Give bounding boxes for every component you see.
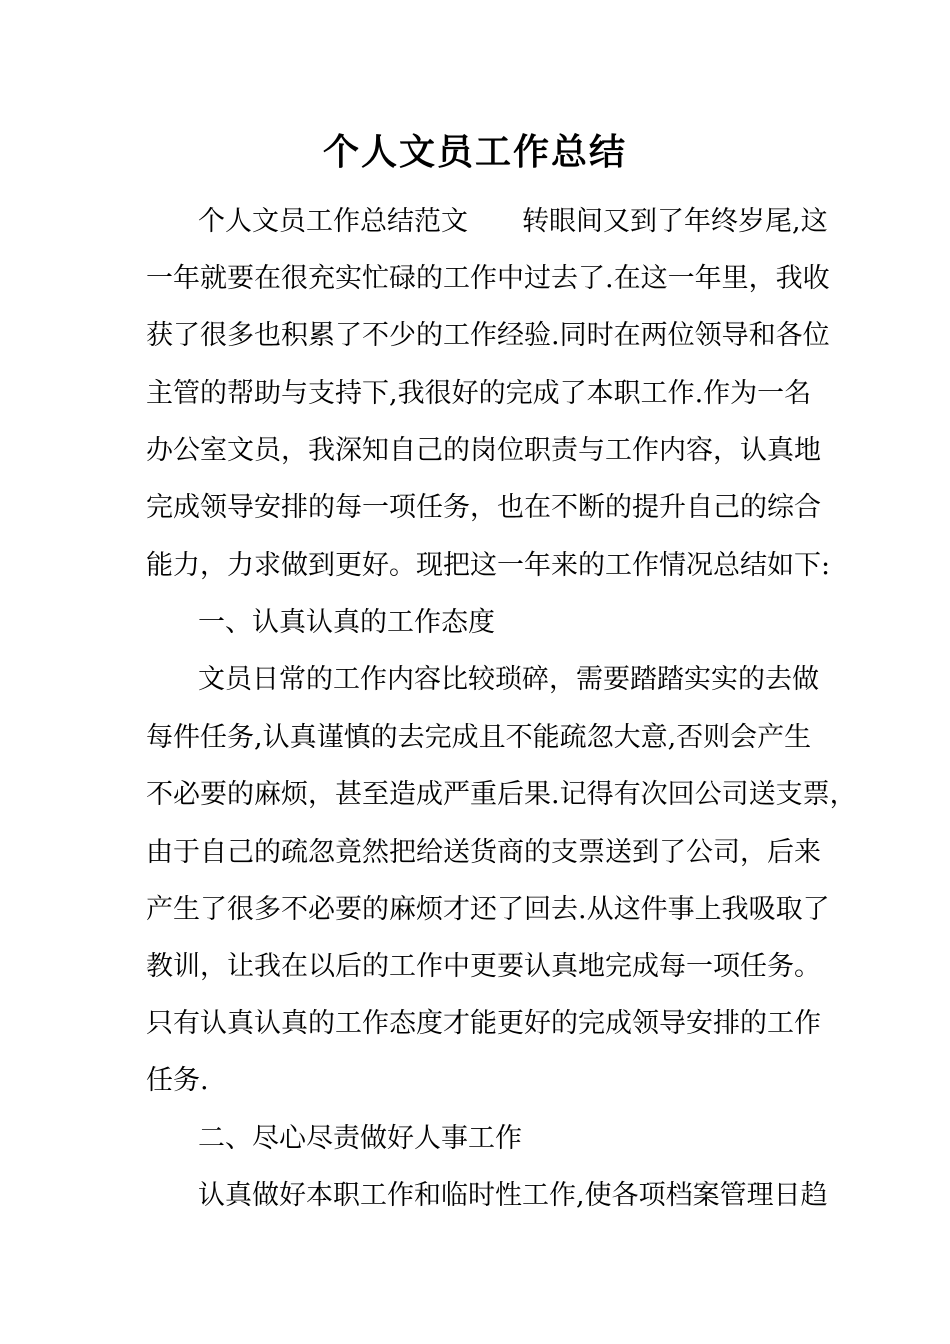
document-title: 个人文员工作总结 — [322, 131, 627, 173]
paragraph-1-line-3: 不必要的麻烦，甚至造成严重后果.记得有次回公司送支票， — [146, 779, 857, 810]
paragraph-1-line-5: 产生了很多不必要的麻烦才还了回去.从这件事上我吸取了 — [146, 894, 830, 925]
paragraph-1-line-7: 只有认真认真的工作态度才能更好的完成领导安排的工作 — [146, 1008, 821, 1039]
paragraph-intro-line-3: 获了很多也积累了不少的工作经验.同时在两位领导和各位 — [146, 320, 830, 351]
paragraph-1-line-4: 由于自己的疏忽竟然把给送货商的支票送到了公司，后来 — [146, 837, 821, 868]
paragraph-intro-line-4: 主管的帮助与支持下,我很好的完成了本职工作.作为一名 — [146, 378, 812, 409]
paragraph-1-line-1: 文员日常的工作内容比较琐碎，需要踏踏实实的去做 — [198, 664, 819, 695]
paragraph-intro-line-2: 一年就要在很充实忙碌的工作中过去了.在这一年里，我收 — [146, 263, 830, 294]
paragraph-1-line-2: 每件任务,认真谨慎的去完成且不能疏忽大意,否则会产生 — [146, 722, 812, 753]
paragraph-intro-line-5: 办公室文员，我深知自己的岗位职责与工作内容，认真地 — [146, 435, 821, 466]
paragraph-1-line-8: 任务. — [146, 1065, 209, 1096]
paragraph-2-line-1: 认真做好本职工作和临时性工作,使各项档案管理日趋 — [198, 1180, 828, 1211]
paragraph-1-line-6: 教训，让我在以后的工作中更要认真地完成每一项任务。 — [146, 951, 821, 982]
paragraph-intro-line-7: 能力，力求做到更好。现把这一年来的工作情况总结如下: — [146, 550, 831, 581]
paragraph-intro-line-1: 个人文员工作总结范文 转眼间又到了年终岁尾,这 — [198, 206, 828, 237]
section-heading-2: 二、尽心尽责做好人事工作 — [198, 1123, 522, 1154]
paragraph-intro-line-6: 完成领导安排的每一项任务，也在不断的提升自己的综合 — [146, 492, 821, 523]
section-heading-1: 一、认真认真的工作态度 — [198, 607, 495, 638]
